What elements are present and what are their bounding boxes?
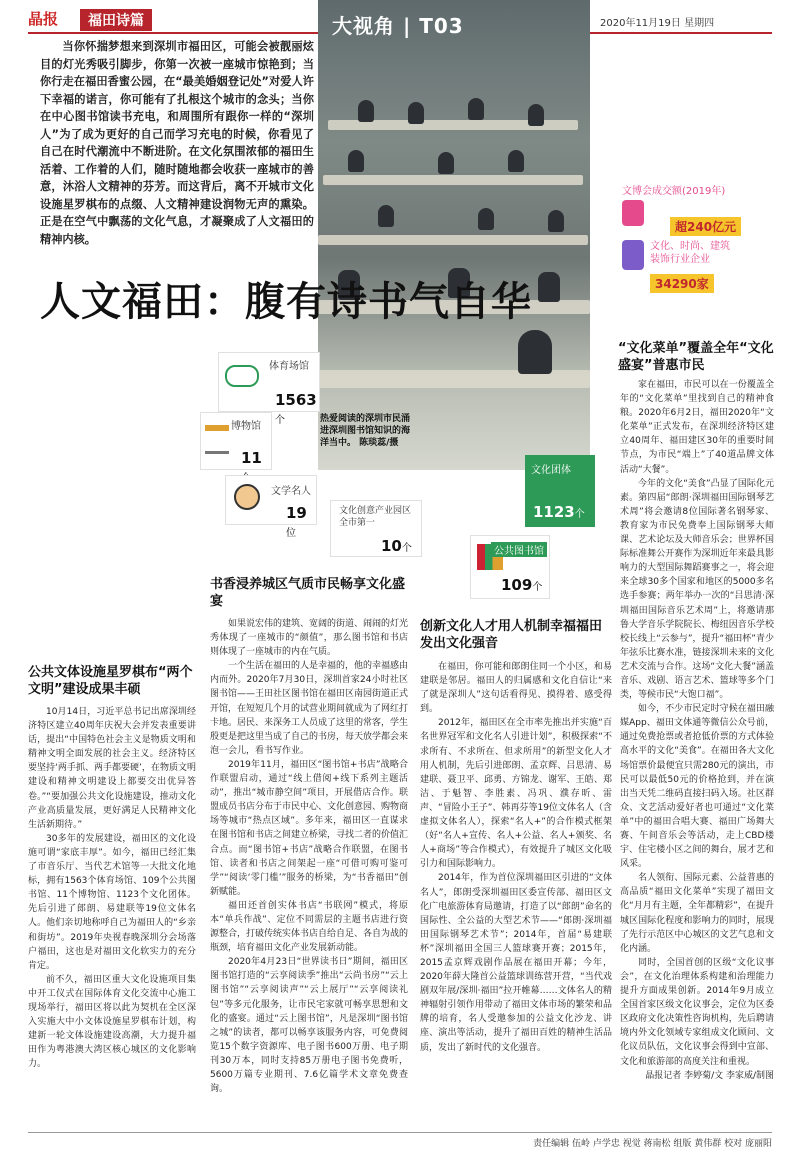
stat-tuanti-label: 文化团体 [531, 465, 571, 476]
photo-caption: 热爱阅读的深圳市民涌进深圳图书馆知识的海洋当中。 陈琰蕊/摄 [320, 414, 411, 448]
article-4-p4: 名人领衔、国际元素、公益普惠的高品质“福田文化菜单”实现了福田文化“月月有主题，全年都精彩”，在提升城区国际化程度和影响力的同时，展现了先行示范区中心城区的文艺气息和文化内涵。 [620, 873, 774, 954]
stat-qiye-label: 文化、时尚、建筑装饰行业企业 [650, 241, 730, 265]
article-2-title: 书香浸养城区气质市民畅享文化盛宴 [210, 577, 406, 609]
article-2-p4: 福田还首创实体书店“书联网”模式，将原本“单兵作战”、定位不同需层的主题书店进行资源整合，打破传统实体书店自给自足、各自为战的瓶颈，培育福田文化产业发展新动能。 [210, 900, 409, 954]
issue-date: 2020年11月19日 星期四 [600, 18, 715, 29]
article-2-p1: 如果说宏伟的建筑、宽阔的街道、闹闹的灯光秀体现了一座城市的“颜值”，那么图书馆和书店则体现了一座城市的内在气质。 [210, 619, 409, 658]
headline: 人文福田：腹有诗书气自华 [40, 279, 532, 325]
stat-bowu-label: 博物馆 [231, 421, 261, 432]
stat-bowu [200, 412, 272, 470]
stadium-icon [225, 365, 259, 387]
footer-rule [28, 1132, 772, 1133]
museum-icon [205, 425, 229, 454]
article-4-p5: 同时，全国首创的区级“文化议事会”，在文化治理体系构建和治理能力提升方面成果创新。2014年9月成立全国首家区级文化议事会，定位为区委区政府文化决策性咨询机构，先后聘请境内外文化领域专家组成文化顾问、文化议员队伍，文化议事会得到中宣部、文化和旅游部的高度关注和重视。 [620, 957, 774, 1067]
article-1-p1: 10月14日，习近平总书记出席深圳经济特区建立40周年庆祝大会并发表重要讲话，提出“中国特色社会主义是物质文明和精神文明全面发展的社会主义。经济特区要坚持‘两手抓、两手都要硬’，在物质文明建设和精神文明建设上都要交出优异答卷。”“要加强公共文化设施建设，推动文化产业高质量发展，更好满足人民精神文化生活新期待。” [28, 707, 196, 830]
article-3-p1: 在福田，你可能和郎朗住同一个小区，和易建联是邻居。福田人的归属感和文化自信让“来了就是深圳人”这句话看得见、摸得着、感受得到。 [420, 662, 612, 715]
building-icon [622, 240, 644, 270]
stat-chanye-label: 文化创意产业园区全市第一 [339, 506, 412, 528]
stat-wenxue-value: 19位 [286, 504, 307, 539]
article-1-p3: 前不久，福田区重大文化设施项目集中开工仪式在国际体育文化交流中心施工现场举行，福田区将以此为契机在全区深入实施大中小文体设施星罗棋布计划，构建新一轮文体设施建设高潮，大力提升福田作为粤港澳大湾区核心城区的文化影响力。 [28, 974, 196, 1070]
intro-paragraph: 当你怀揣梦想来到深圳市福田区，可能会被靓丽炫目的灯光秀吸引脚步，你第一次被一座城市惊艳到；当你行走在福田香蜜公园，在“最美婚姻登记处”对爱人许下幸福的诺言，你可能有了扎根这个城市的念头；当你在中心图书馆读书充电，和周围所有跟你一样的“深圳人”为了成为更好的自己而学习充电的时候，你看见了自己在时代潮流中不断进阶。在文化氛围浓郁的福田生活着、工作着的人们，随时随地都会收获一座城市的善意，沐浴人文精神的芬芳。而这背后，离不开城市文化设施星罗棋布的点缀、人文精神建设润物无声的熏染。正是在空气中飘荡的文化气息，才凝聚成了人文福田的精神内核。 [40, 40, 314, 246]
stat-tushu [470, 535, 550, 599]
article-1-p2: 30多年的发展建设，福田区的文化设施可谓“家底丰厚”。如今，福田已经汇集了市音乐厅、当代艺术馆等一大批文化地标，拥有1563个体育场馆、109个公共图书馆、11个博物馆、1123个文化团体。先后引进了郎朗、易建联等19位文体名人。他们亲切地称呼自己为福田人的“乡亲和街坊”。2019年央视春晚深圳分会场落户福田，这也是对福田文化软实力的充分肯定。 [28, 833, 196, 971]
stat-tushu-label: 公共图书馆 [491, 542, 547, 557]
stat-qiye-value: 34290家 [650, 274, 714, 293]
stat-wenbo-value: 超240亿元 [670, 217, 741, 236]
article-4-byline: 晶报记者 李婷菊/文 李家威/制图 [645, 1070, 774, 1081]
article-3-p2: 2012年，福田区在全市率先推出并实施“百名世界冠军和文化名人引进计划”，积极探索“不求所有、不求所在、但求所用”的新型文化人才用人机制，先后引进郎朗、孟京辉、吕思清、易建联、聂卫平、邱勇、方锦龙、谢军、王皓、郑洁、于魁智、李胜素、冯巩、濮存昕、雷声、“冒险小王子”、韩再芬等19位文体名人（含虚拟文体名人），探索“名人+”的合作模式框架（好“名人+宣传、名人+公益、名人+颁奖、名人+商场”等合作模式），有效提升了城区文化吸引力和国际影响力。 [420, 718, 612, 870]
stat-tiyu [218, 352, 320, 426]
article-2-p5: 2020年4月23日“世界读书日”期间，福田区图书馆打造的“云享阅读季”推出“云尚书房”“云上图书馆”“云享阅读声”“云上展厅”“云享阅读礼包”等多元化服务，让市民宅家就可畅享思想和文化的盛宴。通过“云上图书馆”，凡是深圳“图书馆之城”的读者，都可以畅享该服务内容，可免费阅览15个数字资源库、电子图书600万册、电子期刊30万本，同时支持85万册电子图书免费听，5600万篇专业期刊、7.6亿篇学术文章免费查询。 [210, 957, 408, 1095]
stat-chanye-value: 10个 [381, 537, 412, 555]
stat-chanye [330, 500, 422, 557]
stat-tuanti [525, 455, 595, 527]
article-3-title: 创新文化人才用人机制幸福福田发出文化强音 [420, 619, 603, 651]
article-4-p2: 今年的文化“美食”凸显了国际化元素。第四届“郎朗·深圳福田国际钢琴艺术周”将会邀请8位国际著名钢琴家、教育家为市民免费奉上国际钢琴大师课、艺术论坛及大师音乐会；世界杯国际标准舞公开赛作为深圳近年来最具影响力的大型国际舞蹈赛事之一，将会迎来全球30多个国家和地区的5000多名选手参赛；两年举办一次的“吕思清·深圳福田国际音乐艺术周”上，将邀请那鲁大学音乐学院院长、梅纽因音乐学校校长线上“云参与”，提升“福田杯”青少年弦乐比赛水准，链接深圳未来的文化艺术交流与合作。这场“文化大餐”涵盖音乐、戏剧、语言艺术、篮球等多个门类，等候市民“大饱口福”。 [620, 478, 774, 701]
trophy-icon [622, 200, 644, 226]
page-label: 大视角 | T03 [332, 14, 464, 38]
article-4-title: “文化菜单”覆盖全年“文化盛宴”普惠市民 [618, 341, 774, 373]
stat-tiyu-value: 1563个 [275, 391, 317, 426]
stat-tiyu-label: 体育场馆 [269, 361, 309, 372]
article-2-body [210, 617, 408, 1096]
section-tag: 福田诗篇 [80, 9, 152, 31]
article-2-p2: 一个生活在福田的人是幸福的，他的幸福感由内而外。2020年7月30日，深圳首家24小时社区图书馆——王田社区图书馆在福田区南园街道正式开馆，在短短几个月的试营业期间就成为了网红打卡地。居民、来深务工人员成了这里的常客，学生殷更是把这里当成了自己的书房，每天放学都会来泡一会儿，看书写作业。 [210, 661, 409, 756]
article-4-p3: 如今，不少市民定时守候在福田融媒App、福田文体通等微信公众号前，通过免费抢票或者抢低价票的方式体验高水平的文化“美食”。在福田各大文化场馆票价最便宜只需280元的演出，市民可以最低50元的价格抢到，并在演出当天凭二维码直接扫码入场。社区群众、文艺活动爱好者也可通过“文化菜单”中的福田合唱大赛、福田广场舞大赛、午间音乐会等活动，走上CBD楼宇、住宅楼小区之间的舞台，展才艺和风采。 [620, 704, 774, 870]
article-4-p1: 家在福田，市民可以在一份覆盖全年的“文化菜单”里找到自己的精神食粮。2020年6月2日，福田2020年“文化菜单”正式发布，在深圳经济特区建立40周年、福田建区30年的重要时间节点，为市民“端上”了40道品牌文体活动“大餐”。 [620, 380, 774, 475]
stat-wenxue [225, 475, 317, 539]
stat-wenxue-label: 文学名人 [271, 486, 311, 497]
stat-tuanti-value: 1123个 [533, 503, 585, 521]
article-4-body [620, 378, 774, 1083]
library-photo [318, 0, 590, 470]
stat-bowu-value: 11 [241, 449, 262, 467]
article-1-title: 公共文体设施星罗棋布“两个文明”建设成果丰硕 [28, 665, 193, 697]
article-2-p3: 2019年11月，福田区“图书馆+书店”战略合作联盟启动，通过“线上借阅+线下系列主题活动”，推出“城市静空间”项目，开展借店合作。联盟成员书店分布于市民中心、文化创意园、购物商场等城市“热点区域”。多年来，福田区一直谋求在图书馆和书店之间建立桥梁，寻找二者的价值汇合点。而“图书馆+书店”战略合作联盟，在图书馆、读者和书店之间架起一座“可借可购可鉴可学”“阅读‘零门槛’”服务的桥梁，为“书香福田”创新赋能。 [210, 759, 409, 897]
stat-wenbo-label: 文博会成交额(2019年) [622, 186, 726, 197]
person-icon [234, 484, 260, 510]
stat-tushu-value: 109个 [501, 576, 543, 594]
article-3-body [420, 660, 612, 1055]
paper-logo: 晶报 [28, 10, 59, 28]
footer-credits: 责任编辑 伍岭 卢学忠 视觉 蒋南松 组版 黄伟群 校对 庞丽阳 [533, 1139, 772, 1149]
article-3-p3: 2014年，作为首位深圳福田区引进的“文体名人”，郎朗受深圳福田区委宣传部、福田区文化广电旅游体育局邀请，打造了以“郎朗”命名的国际性、全公益的大型艺术节——“郎朗·深圳福田国际钢琴艺术节”；2014年，首届“易建联杯”深圳福田全国三人篮球赛开赛；2015年，2015孟京辉戏剧作品展在福田开幕；今年，2020年薛大隆首公益篮球训练营开营，“当代戏剧双年展/深圳·福田”拉开帷幕……文体名人的精神辐射引领作用带动了福田文体市场的繁荣和品牌的培育，名人受邀参加的公益文化沙龙、讲座、演出等活动，提升了福田百姓的精神生活品质，发出了新时代的文化强音。 [420, 873, 612, 1053]
article-1-body [28, 705, 196, 1071]
